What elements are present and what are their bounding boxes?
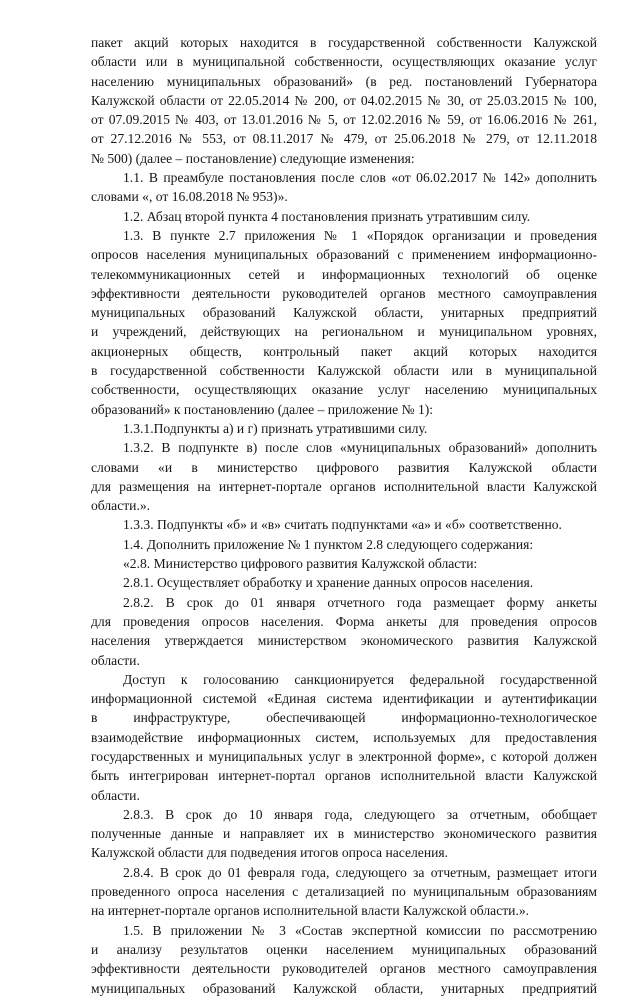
text-line: словами «и в министерство цифрового развития Калужской области — [91, 459, 597, 475]
text-line: образований» к постановлению (далее – приложение № 1): — [91, 401, 434, 417]
text-line: телекоммуникационных сетей и информационных технологий об оценке — [91, 266, 597, 282]
text-line: информационной системой «Единая система идентификации и аутентификации — [91, 691, 597, 707]
text-line: полученные данные и направляет их в министерство экономического развития — [91, 826, 597, 842]
text-line: 1.3.2. В подпункте в) после слов «муниципальных образований» дополнить — [123, 440, 597, 456]
text-line: опросов населения муниципальных образований с применением информационно- — [91, 247, 597, 263]
text-line: населению муниципальных образований» (в ред. постановлений Губернатора — [91, 73, 597, 89]
text-line: 2.8.4. В срок до 01 февраля года, следующего за отчетным, размещает итоги — [123, 864, 597, 880]
text-line: эффективности деятельности руководителей органов местного самоуправления — [91, 961, 597, 977]
text-line: 2.8.1. Осуществляет обработку и хранение данных опросов населения. — [123, 575, 534, 591]
text-line: словами «, от 16.08.2018 № 953)». — [91, 189, 288, 205]
text-line: 2.8.2. В срок до 01 января отчетного года размещает форму анкеты — [123, 594, 597, 610]
text-line: населения утверждается министерством экономического развития Калужской — [91, 633, 597, 649]
text-line: 1.2. Абзац второй пункта 4 постановления признать утратившим силу. — [123, 208, 531, 224]
text-line: от 27.12.2016 № 553, от 08.11.2017 № 479, от 25.06.2018 № 279, от 12.11.2018 — [91, 131, 597, 147]
text-line: 1.5. В приложении № 3 «Состав экспертной комиссии по рассмотрению — [123, 922, 597, 938]
text-line: от 07.09.2015 № 403, от 13.01.2016 № 5, от 12.02.2016 № 59, от 16.06.2016 № 261, — [91, 112, 597, 128]
text-line: муниципальных образований Калужской области, унитарных предприятий — [91, 980, 597, 996]
text-line: для проведения опросов населения. Форма анкеты для проведения опросов — [91, 613, 597, 629]
text-line: пакет акций которых находится в государственной собственности Калужской — [91, 35, 597, 50]
text-line: на интернет-портале органов исполнительной власти Калужской области.». — [91, 903, 530, 919]
text-line: области или в муниципальной собственности, осуществляющих оказание услуг — [91, 54, 597, 70]
text-line: собственности, осуществляющих оказание услуг населению муниципальных — [91, 382, 597, 398]
text-line: 1.3.1.Подпункты а) и г) признать утратившими силу. — [123, 420, 428, 436]
text-line: Калужской области для подведения итогов опроса населения. — [91, 845, 449, 861]
text-line: в инфраструктуре, обеспечивающей информационно-технологическое — [91, 710, 597, 726]
text-line: в государственной собственности Калужской области или в муниципальной — [91, 363, 597, 379]
text-line: акционерных обществ, контрольный пакет акций которых находится — [91, 343, 597, 359]
document-body — [91, 33, 597, 998]
text-line: взаимодействие информационных систем, используемых для предоставления — [91, 729, 597, 745]
text-line: проведенного опроса населения с детализацией по муниципальным образованиям — [91, 884, 597, 900]
text-line: области.». — [91, 498, 151, 514]
text-line: № 500) (далее – постановление) следующие изменения: — [91, 150, 415, 166]
text-line: эффективности деятельности руководителей органов местного самоуправления — [91, 285, 597, 301]
text-line: 1.1. В преамбуле постановления после слов «от 06.02.2017 № 142» дополнить — [123, 170, 597, 186]
text-line: для размещения на интернет-портале органов исполнительной власти Калужской — [91, 478, 597, 494]
text-line: «2.8. Министерство цифрового развития Калужской области: — [123, 556, 478, 572]
text-line: Доступ к голосованию санкционируется федеральной государственной — [123, 671, 597, 687]
text-line: 2.8.3. В срок до 10 января года, следующего за отчетным, обобщает — [123, 806, 597, 822]
text-line: и анализу результатов оценки населением муниципальных образований — [91, 941, 597, 957]
text-line: муниципальных образований Калужской области, унитарных предприятий — [91, 305, 597, 321]
text-line: Калужской области от 22.05.2014 № 200, от 04.02.2015 № 30, от 25.03.2015 № 100, — [91, 92, 597, 108]
text-line: 1.3. В пункте 2.7 приложения № 1 «Порядок организации и проведения — [123, 227, 597, 243]
text-line: области. — [91, 652, 140, 668]
text-line: быть интегрирован интернет-портал органов исполнительной власти Калужской — [91, 768, 597, 784]
text-line: области. — [91, 787, 140, 803]
text-line: 1.3.3. Подпункты «б» и «в» считать подпунктами «а» и «б» соответственно. — [123, 517, 562, 533]
text-line: 1.4. Дополнить приложение № 1 пунктом 2.8 следующего содержания: — [123, 536, 534, 552]
text-line: и учреждений, действующих на региональном и муниципальном уровнях, — [91, 324, 597, 340]
text-line: государственных и муниципальных услуг в электронной форме», с которой должен — [91, 748, 597, 764]
